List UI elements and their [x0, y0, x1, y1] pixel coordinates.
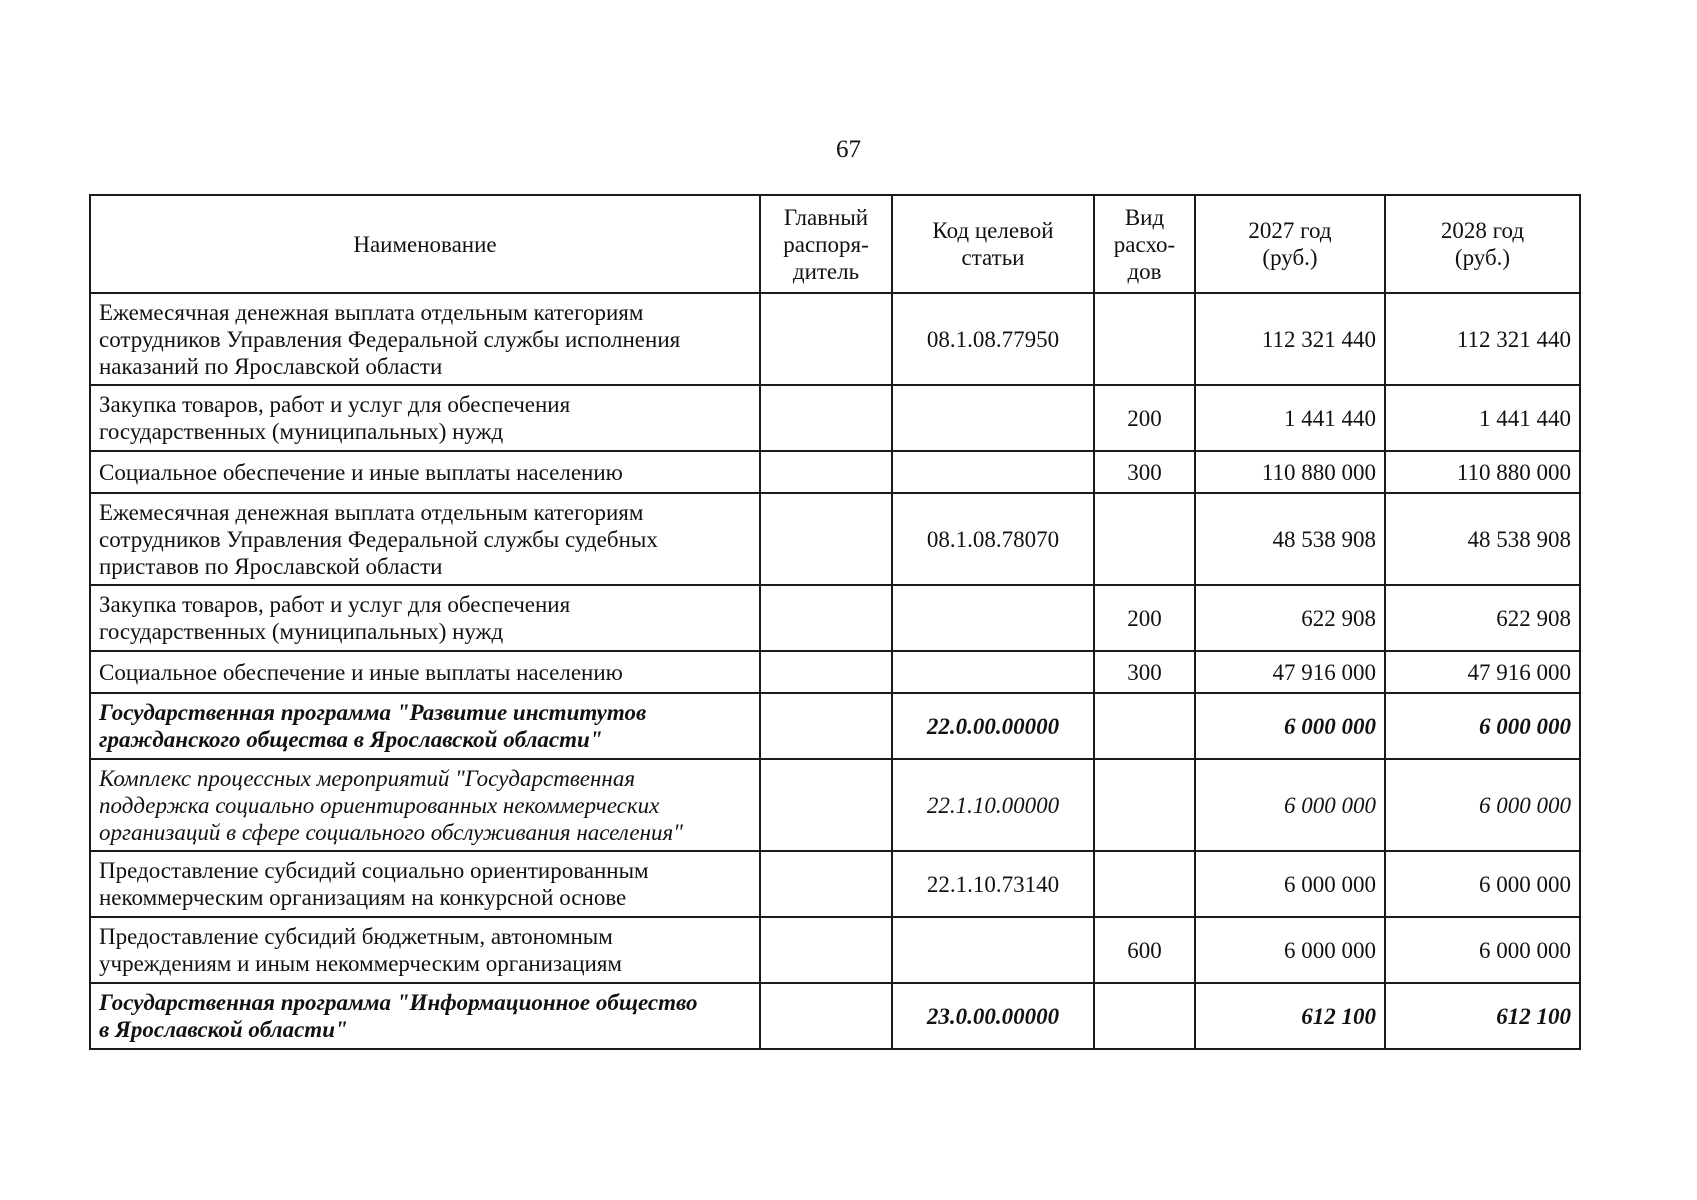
table-row [90, 693, 1580, 759]
cell-name-line: Предоставление субсидий социально ориентированным [99, 858, 649, 883]
cell-expense-type [1094, 493, 1195, 585]
cell-expense-type [1094, 983, 1195, 1049]
cell-name-line: государственных (муниципальных) нужд [99, 419, 504, 444]
cell-name [90, 385, 760, 451]
cell-name-line: Ежемесячная денежная выплата отдельным категориям [99, 299, 644, 325]
cell-name-line: Ежемесячная денежная выплата отдельным категориям [99, 499, 644, 525]
table-row [90, 451, 1580, 493]
cell-name [90, 451, 760, 493]
table-row [90, 917, 1580, 983]
cell-name-line: приставов по Ярославской области [99, 553, 443, 579]
cell-amount-2028: 6 000 000 [1385, 759, 1580, 851]
cell-name-line: в Ярославской области" [99, 1017, 348, 1042]
cell-name-line: сотрудников Управления Федеральной службы исполнения [99, 326, 681, 352]
table-row [90, 385, 1580, 451]
cell-expense-type [1094, 851, 1195, 917]
cell-manager [760, 293, 892, 385]
cell-manager [760, 693, 892, 759]
cell-amount-2027: 6 000 000 [1195, 917, 1385, 983]
cell-amount-2027: 47 916 000 [1195, 651, 1385, 693]
cell-amount-2027: 6 000 000 [1195, 693, 1385, 759]
cell-code [892, 451, 1094, 493]
cell-amount-2027: 110 880 000 [1195, 451, 1385, 493]
header-code-line: статьи [961, 245, 1025, 270]
cell-name-line: Закупка товаров, работ и услуг для обеспечения [99, 392, 571, 417]
cell-code: 08.1.08.78070 [892, 493, 1094, 585]
cell-expense-type: 200 [1094, 385, 1195, 451]
header-2028-line: 2028 год [1440, 218, 1525, 243]
header-2028-line: (руб.) [1454, 245, 1511, 270]
cell-name-line: сотрудников Управления Федеральной службы судебных [99, 526, 658, 552]
cell-manager [760, 493, 892, 585]
cell-name [90, 983, 760, 1049]
cell-name [90, 493, 760, 585]
cell-amount-2028: 110 880 000 [1385, 451, 1580, 493]
cell-expense-type [1094, 759, 1195, 851]
cell-name-line: Государственная программа "Развитие институтов [99, 700, 647, 725]
cell-name-line: Предоставление субсидий бюджетным, автономным [99, 924, 613, 949]
cell-name [90, 917, 760, 983]
header-2027-line: (руб.) [1262, 245, 1318, 270]
cell-amount-2028: 1 441 440 [1385, 385, 1580, 451]
cell-name [90, 293, 760, 385]
cell-name-line: организаций в сфере социального обслуживания населения" [99, 819, 683, 845]
table-row [90, 585, 1580, 651]
cell-manager [760, 651, 892, 693]
cell-amount-2027: 622 908 [1195, 585, 1385, 651]
cell-name [90, 851, 760, 917]
page-number: 67 [836, 136, 861, 163]
cell-amount-2027: 1 441 440 [1195, 385, 1385, 451]
cell-manager [760, 917, 892, 983]
cell-name-line: учреждениям и иным некоммерческим организациям [99, 951, 622, 976]
cell-code [892, 585, 1094, 651]
cell-code [892, 917, 1094, 983]
header-2027 [1195, 195, 1385, 293]
cell-name-line: гражданского общества в Ярославской области" [99, 727, 603, 752]
cell-code: 08.1.08.77950 [892, 293, 1094, 385]
header-2028 [1385, 195, 1580, 293]
cell-name [90, 651, 760, 693]
cell-expense-type: 300 [1094, 451, 1195, 493]
budget-table [89, 194, 1581, 1050]
cell-amount-2027: 112 321 440 [1195, 293, 1385, 385]
table-header-row [90, 195, 1580, 293]
table-row [90, 493, 1580, 585]
header-manager-line: распоря- [783, 231, 869, 257]
cell-manager [760, 451, 892, 493]
cell-name-line: Комплекс процессных мероприятий "Государственная [99, 765, 636, 791]
table-body [90, 293, 1580, 1049]
cell-name [90, 759, 760, 851]
cell-name [90, 693, 760, 759]
header-manager-line: дитель [792, 258, 860, 284]
cell-code: 22.1.10.73140 [892, 851, 1094, 917]
header-type-line: Вид [1124, 204, 1165, 230]
cell-expense-type: 200 [1094, 585, 1195, 651]
cell-name-line: Социальное обеспечение и иные выплаты населению [99, 459, 623, 485]
table-row [90, 983, 1580, 1049]
cell-manager [760, 851, 892, 917]
table-row [90, 651, 1580, 693]
cell-name-line: Закупка товаров, работ и услуг для обеспечения [99, 592, 571, 617]
cell-name-line: некоммерческим организациям на конкурсной основе [99, 885, 627, 910]
cell-expense-type [1094, 693, 1195, 759]
cell-amount-2027: 6 000 000 [1195, 851, 1385, 917]
cell-amount-2028: 48 538 908 [1385, 493, 1580, 585]
header-type [1094, 195, 1195, 293]
header-code-line: Код целевой [932, 218, 1054, 243]
cell-code [892, 385, 1094, 451]
cell-amount-2028: 6 000 000 [1385, 693, 1580, 759]
cell-amount-2028: 112 321 440 [1385, 293, 1580, 385]
cell-amount-2028: 612 100 [1385, 983, 1580, 1049]
cell-code: 23.0.00.00000 [892, 983, 1094, 1049]
header-code [892, 195, 1094, 293]
cell-name-line: Социальное обеспечение и иные выплаты населению [99, 659, 623, 685]
header-type-line: дов [1127, 258, 1162, 284]
table-row [90, 851, 1580, 917]
header-name: Наименование [90, 195, 760, 293]
cell-code [892, 651, 1094, 693]
cell-expense-type: 300 [1094, 651, 1195, 693]
cell-amount-2028: 622 908 [1385, 585, 1580, 651]
cell-amount-2027: 6 000 000 [1195, 759, 1385, 851]
cell-name-line: Государственная программа "Информационное общество [99, 990, 698, 1015]
table-row [90, 293, 1580, 385]
cell-manager [760, 385, 892, 451]
table-row [90, 759, 1580, 851]
cell-code: 22.0.00.00000 [892, 693, 1094, 759]
cell-name-line: государственных (муниципальных) нужд [99, 619, 504, 644]
cell-code: 22.1.10.00000 [892, 759, 1094, 851]
cell-amount-2028: 47 916 000 [1385, 651, 1580, 693]
cell-name-line: поддержка социально ориентированных некоммерческих [99, 792, 660, 818]
cell-amount-2027: 48 538 908 [1195, 493, 1385, 585]
cell-name [90, 585, 760, 651]
header-manager [760, 195, 892, 293]
header-type-line: расхо- [1113, 231, 1176, 257]
header-manager-line: Главный [783, 204, 869, 230]
cell-expense-type: 600 [1094, 917, 1195, 983]
cell-name-line: наказаний по Ярославской области [99, 353, 443, 379]
cell-amount-2027: 612 100 [1195, 983, 1385, 1049]
cell-amount-2028: 6 000 000 [1385, 851, 1580, 917]
cell-manager [760, 983, 892, 1049]
cell-expense-type [1094, 293, 1195, 385]
cell-manager [760, 759, 892, 851]
cell-amount-2028: 6 000 000 [1385, 917, 1580, 983]
cell-manager [760, 585, 892, 651]
header-2027-line: 2027 год [1248, 218, 1332, 243]
